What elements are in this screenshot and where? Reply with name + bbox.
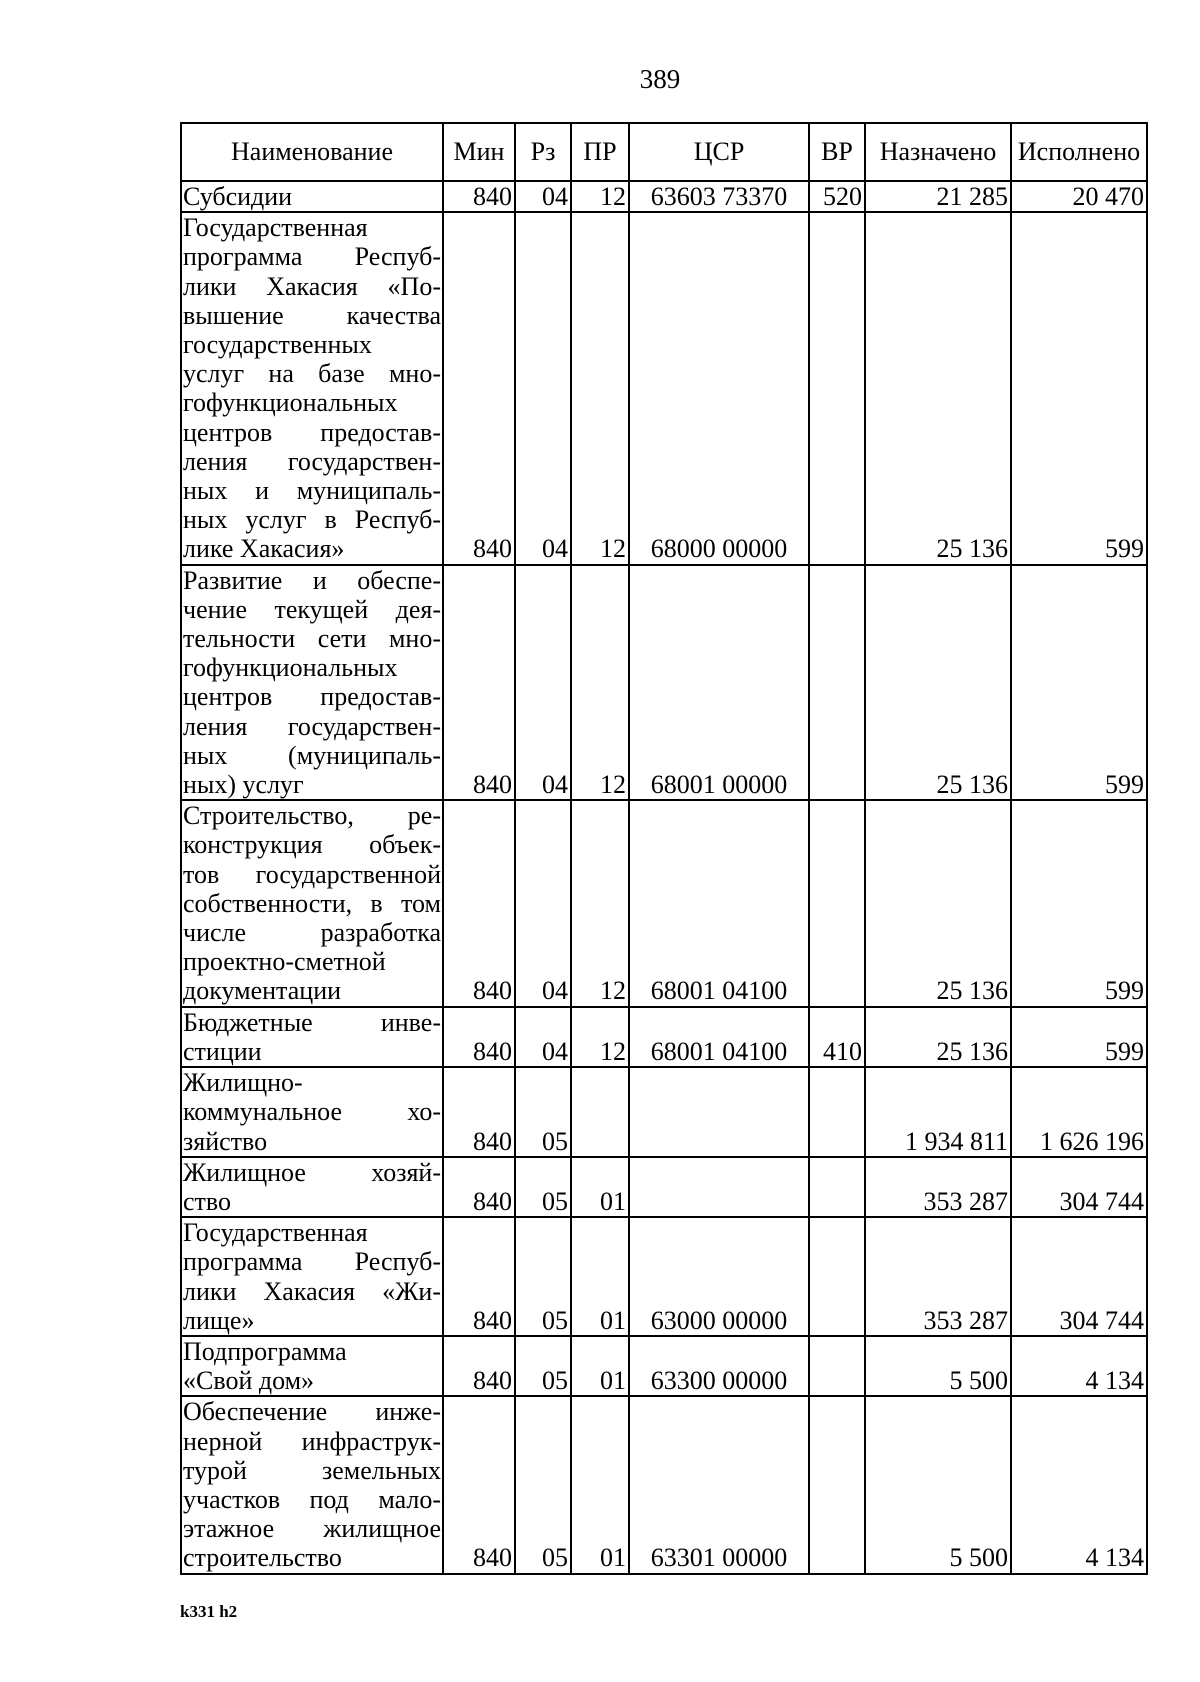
row-min: 840 bbox=[443, 565, 515, 801]
header-rz: Рз bbox=[515, 123, 571, 181]
row-name bbox=[181, 1336, 443, 1396]
row-name-line: «Свой дом» bbox=[183, 1366, 315, 1396]
row-csr: 63301 00000 bbox=[629, 1396, 809, 1573]
row-name-line: вышение качества bbox=[183, 300, 441, 330]
row-name-line: чение текущей дея- bbox=[183, 594, 441, 624]
row-assigned: 25 136 bbox=[865, 800, 1011, 1006]
row-vr: 410 bbox=[809, 1007, 865, 1067]
row-rz: 05 bbox=[515, 1067, 571, 1157]
row-executed: 599 bbox=[1011, 800, 1147, 1006]
row-rz: 04 bbox=[515, 181, 571, 212]
row-name-line: тельности сети мно- bbox=[183, 624, 441, 654]
row-name-line: Государственная bbox=[183, 1218, 368, 1248]
row-name-line: конструкция объек- bbox=[183, 830, 441, 860]
row-min: 840 bbox=[443, 1007, 515, 1067]
row-vr bbox=[809, 1067, 865, 1157]
row-name-line: Развитие и обеспе- bbox=[183, 565, 441, 595]
page-number: 389 bbox=[639, 64, 681, 94]
table-row bbox=[181, 1336, 1147, 1396]
table-row bbox=[181, 565, 1147, 801]
row-name-line: ления государствен- bbox=[183, 711, 441, 741]
row-name-line: Государственная bbox=[183, 213, 368, 243]
row-min: 840 bbox=[443, 181, 515, 212]
row-assigned: 25 136 bbox=[865, 1007, 1011, 1067]
row-csr: 68001 04100 bbox=[629, 1007, 809, 1067]
row-name-line: числе разработка bbox=[183, 918, 441, 948]
row-rz: 05 bbox=[515, 1336, 571, 1396]
row-csr: 68001 00000 bbox=[629, 565, 809, 801]
row-name bbox=[181, 565, 443, 801]
row-csr bbox=[629, 1067, 809, 1157]
table-row bbox=[181, 1067, 1147, 1157]
row-assigned: 1 934 811 bbox=[865, 1067, 1011, 1157]
row-name bbox=[181, 1067, 443, 1157]
row-pr: 12 bbox=[571, 181, 629, 212]
row-vr bbox=[809, 212, 865, 564]
row-executed: 1 626 196 bbox=[1011, 1067, 1147, 1157]
row-csr: 63000 00000 bbox=[629, 1217, 809, 1336]
table-row bbox=[181, 800, 1147, 1006]
row-name-line: участков под мало- bbox=[183, 1484, 441, 1514]
table-header-row bbox=[181, 123, 1147, 181]
row-name-line: государственных bbox=[183, 330, 372, 360]
row-name bbox=[181, 181, 443, 212]
row-rz: 05 bbox=[515, 1396, 571, 1573]
row-pr bbox=[571, 1067, 629, 1157]
row-assigned: 25 136 bbox=[865, 212, 1011, 564]
row-vr: 520 bbox=[809, 181, 865, 212]
row-csr: 63300 00000 bbox=[629, 1336, 809, 1396]
row-name-line: услуг на базе мно- bbox=[183, 359, 441, 389]
header-name: Наименование bbox=[181, 123, 443, 181]
row-rz: 05 bbox=[515, 1157, 571, 1217]
row-csr: 63603 73370 bbox=[629, 181, 809, 212]
row-executed: 599 bbox=[1011, 565, 1147, 801]
table-row bbox=[181, 181, 1147, 212]
row-name-line: Строительство, ре- bbox=[183, 801, 441, 831]
row-name-line: лики Хакасия «Жи- bbox=[183, 1276, 441, 1306]
row-pr: 01 bbox=[571, 1217, 629, 1336]
row-name-line: собственности, в том bbox=[183, 888, 441, 918]
table-row bbox=[181, 1217, 1147, 1336]
row-executed: 4 134 bbox=[1011, 1396, 1147, 1573]
row-executed: 599 bbox=[1011, 212, 1147, 564]
row-name-line: Жилищно- bbox=[183, 1068, 303, 1098]
row-name-line: стиции bbox=[183, 1036, 262, 1066]
row-rz: 05 bbox=[515, 1217, 571, 1336]
row-name-line: Жилищное хозяй- bbox=[183, 1157, 441, 1187]
row-assigned: 5 500 bbox=[865, 1336, 1011, 1396]
row-name-line: гофункциональных bbox=[183, 388, 398, 418]
table-row bbox=[181, 212, 1147, 564]
row-assigned: 25 136 bbox=[865, 565, 1011, 801]
row-name bbox=[181, 1396, 443, 1573]
row-vr bbox=[809, 800, 865, 1006]
row-name-line: проектно-сметной bbox=[183, 947, 386, 977]
table-row bbox=[181, 1007, 1147, 1067]
footer-code: k331 h2 bbox=[180, 1602, 238, 1621]
budget-table bbox=[180, 122, 1148, 1575]
row-name-line: Субсидии bbox=[183, 182, 293, 211]
row-assigned: 5 500 bbox=[865, 1396, 1011, 1573]
row-rz: 04 bbox=[515, 565, 571, 801]
row-rz: 04 bbox=[515, 212, 571, 564]
row-vr bbox=[809, 1336, 865, 1396]
row-name-line: ных (муниципаль- bbox=[183, 740, 441, 770]
header-executed: Исполнено bbox=[1011, 123, 1147, 181]
row-pr: 01 bbox=[571, 1157, 629, 1217]
row-executed: 304 744 bbox=[1011, 1157, 1147, 1217]
table-body bbox=[181, 181, 1147, 1574]
row-min: 840 bbox=[443, 212, 515, 564]
row-min: 840 bbox=[443, 1067, 515, 1157]
row-name-line: зяйство bbox=[183, 1126, 268, 1156]
row-name-line: центров предостав- bbox=[183, 417, 441, 447]
row-name-line: лики Хакасия «По- bbox=[183, 271, 441, 301]
header-pr: ПР bbox=[571, 123, 629, 181]
row-name-line: ных) услуг bbox=[183, 770, 304, 800]
row-pr: 12 bbox=[571, 800, 629, 1006]
row-vr bbox=[809, 565, 865, 801]
row-name-line: ных и муниципаль- bbox=[183, 476, 441, 506]
row-name-line: коммунальное хо- bbox=[183, 1097, 441, 1127]
row-min: 840 bbox=[443, 1217, 515, 1336]
row-name-line: гофункциональных bbox=[183, 653, 398, 683]
row-csr: 68001 04100 bbox=[629, 800, 809, 1006]
row-pr: 01 bbox=[571, 1396, 629, 1573]
row-name-line: строительство bbox=[183, 1543, 342, 1573]
row-vr bbox=[809, 1217, 865, 1336]
row-name-line: лище» bbox=[183, 1305, 255, 1335]
header-vr: ВР bbox=[809, 123, 865, 181]
row-min: 840 bbox=[443, 1396, 515, 1573]
header-csr: ЦСР bbox=[629, 123, 809, 181]
row-rz: 04 bbox=[515, 800, 571, 1006]
row-name bbox=[181, 212, 443, 564]
row-name bbox=[181, 1157, 443, 1217]
row-min: 840 bbox=[443, 800, 515, 1006]
row-pr: 12 bbox=[571, 212, 629, 564]
row-name-line: ления государствен- bbox=[183, 446, 441, 476]
row-csr bbox=[629, 1157, 809, 1217]
row-name-line: этажное жилищное bbox=[183, 1514, 441, 1544]
table-row bbox=[181, 1157, 1147, 1217]
row-min: 840 bbox=[443, 1157, 515, 1217]
row-name bbox=[181, 1217, 443, 1336]
row-vr bbox=[809, 1157, 865, 1217]
row-executed: 599 bbox=[1011, 1007, 1147, 1067]
row-assigned: 21 285 bbox=[865, 181, 1011, 212]
row-name bbox=[181, 800, 443, 1006]
row-name-line: нерной инфраструк- bbox=[183, 1426, 441, 1456]
row-pr: 12 bbox=[571, 565, 629, 801]
row-name-line: ных услуг в Респуб- bbox=[183, 505, 441, 535]
row-name-line: Обеспечение инже- bbox=[183, 1397, 441, 1427]
header-assigned: Назначено bbox=[865, 123, 1011, 181]
row-executed: 304 744 bbox=[1011, 1217, 1147, 1336]
row-name-line: документации bbox=[183, 976, 342, 1006]
row-name-line: ство bbox=[183, 1186, 232, 1216]
row-min: 840 bbox=[443, 1336, 515, 1396]
row-name-line: турой земельных bbox=[183, 1455, 441, 1485]
row-name-line: центров предостав- bbox=[183, 682, 441, 712]
row-name-line: Бюджетные инве- bbox=[183, 1007, 441, 1037]
row-executed: 20 470 bbox=[1011, 181, 1147, 212]
row-assigned: 353 287 bbox=[865, 1217, 1011, 1336]
row-name-line: программа Респуб- bbox=[183, 1247, 441, 1277]
row-name-line: Подпрограмма bbox=[183, 1336, 347, 1366]
header-min: Мин bbox=[443, 123, 515, 181]
row-name-line: программа Респуб- bbox=[183, 242, 441, 272]
row-name-line: тов государственной bbox=[183, 859, 441, 889]
row-name-line: лике Хакасия» bbox=[183, 534, 345, 564]
row-name bbox=[181, 1007, 443, 1067]
row-executed: 4 134 bbox=[1011, 1336, 1147, 1396]
row-rz: 04 bbox=[515, 1007, 571, 1067]
table-row bbox=[181, 1396, 1147, 1573]
row-vr bbox=[809, 1396, 865, 1573]
row-pr: 01 bbox=[571, 1336, 629, 1396]
row-csr: 68000 00000 bbox=[629, 212, 809, 564]
row-assigned: 353 287 bbox=[865, 1157, 1011, 1217]
row-pr: 12 bbox=[571, 1007, 629, 1067]
